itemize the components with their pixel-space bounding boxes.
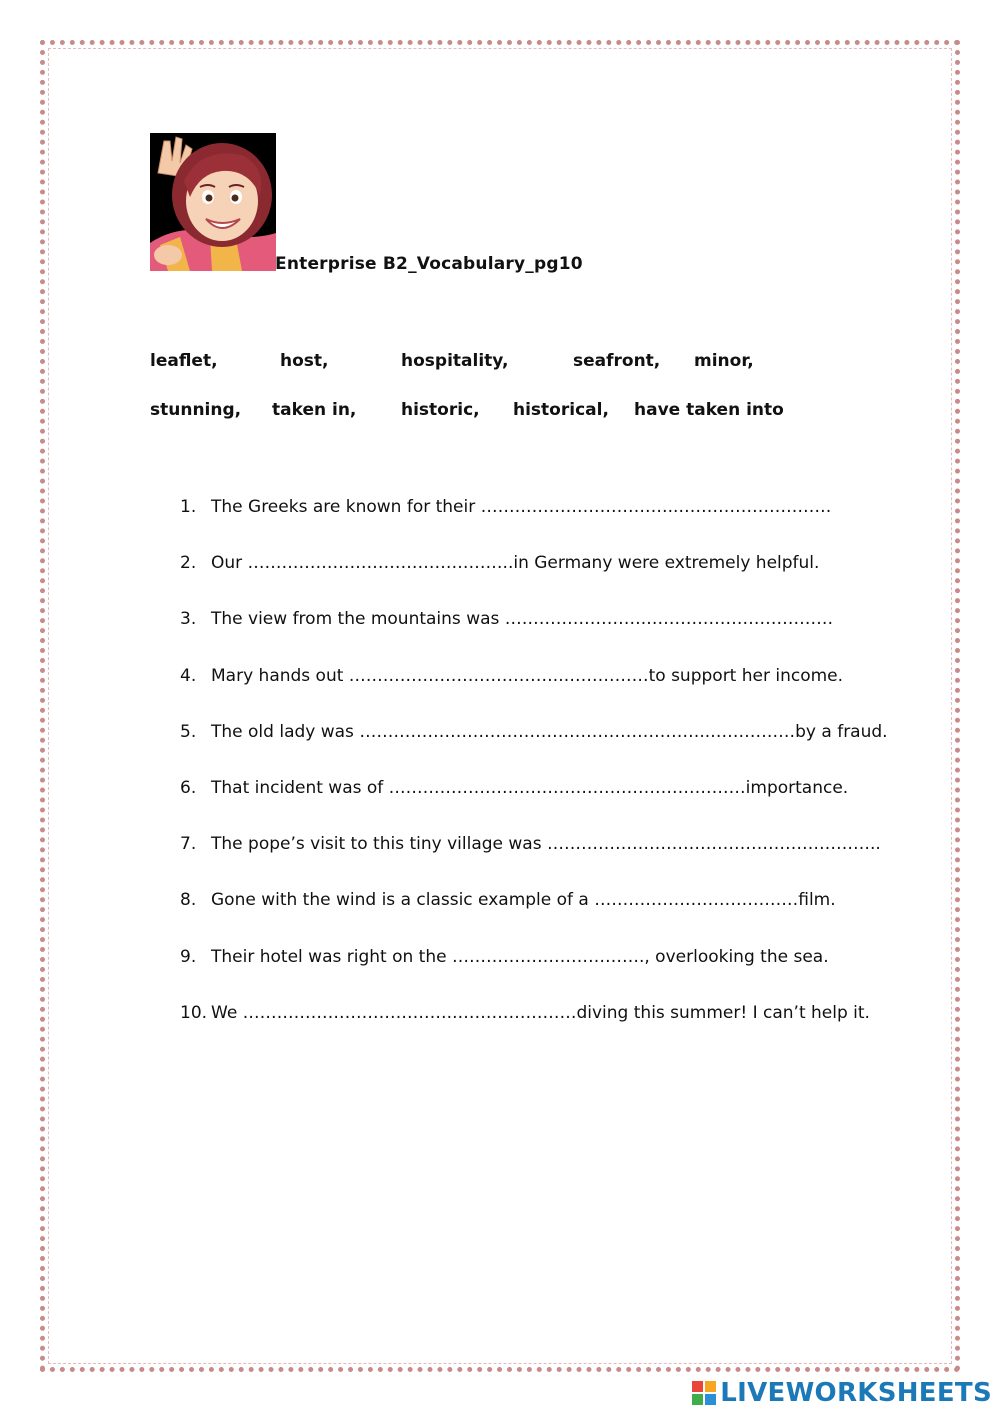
- question-number: 10.: [180, 1002, 208, 1023]
- question-item: [180, 834, 881, 890]
- cartoon-girl-icon: [150, 133, 276, 271]
- word-bank-item: leaflet,: [150, 351, 218, 371]
- logo-block: [705, 1381, 716, 1392]
- question-item: [180, 497, 860, 553]
- question-number: 3.: [180, 609, 197, 630]
- question-list: [180, 497, 888, 1059]
- question-item: [180, 1002, 870, 1059]
- question-item: [180, 721, 888, 778]
- question-text: We ………………………………..…………………diving this summer! I can’t help it.: [211, 1002, 870, 1023]
- question-item: [180, 778, 860, 834]
- question-number: 6.: [180, 777, 197, 798]
- question-text: Our ………………………………………..in Germany were extremely helpful.: [211, 553, 820, 574]
- worksheet-title: Enterprise B2_Vocabulary_pg10: [275, 254, 583, 274]
- question-number: 5.: [180, 721, 197, 742]
- word-bank-item: minor,: [694, 351, 754, 371]
- word-bank-item: hospitality,: [401, 351, 509, 371]
- question-text: The Greeks are known for their ……………………………..………………………: [211, 497, 832, 517]
- word-bank-item: have taken into: [634, 400, 784, 420]
- avatar-image: [150, 133, 276, 271]
- question-text: Their hotel was right on the ……………………………., overlooking the sea.: [211, 946, 829, 967]
- question-number: 2.: [180, 553, 197, 574]
- question-text: Mary hands out ………………………………..……………to support her income.: [211, 665, 844, 686]
- logo-block: [692, 1381, 703, 1392]
- word-bank-item: seafront,: [573, 351, 661, 371]
- question-number: 8.: [180, 890, 197, 911]
- question-number: 9.: [180, 946, 197, 967]
- question-item: [180, 553, 860, 609]
- question-number: 4.: [180, 665, 197, 686]
- question-number: 7.: [180, 834, 197, 855]
- question-text: The old lady was ……………………………………………………..……………by a fraud.: [211, 721, 888, 742]
- word-bank-item: host,: [280, 351, 329, 371]
- logo-block: [692, 1394, 703, 1405]
- question-text: The view from the mountains was …………………….……………………………: [211, 609, 834, 630]
- word-bank-item: historical,: [513, 400, 609, 420]
- word-bank-item: stunning,: [150, 400, 242, 420]
- question-text: The pope’s visit to this tiny village was …………………………………………………..: [211, 834, 881, 855]
- logo-text: LIVEWORKSHEETS: [720, 1378, 992, 1408]
- question-item: [180, 609, 860, 665]
- question-text: Gone with the wind is a classic example of a ………………………………film.: [211, 890, 836, 911]
- question-text: That incident was of ………………………………………………………importance.: [211, 777, 849, 798]
- question-item: [180, 947, 860, 1003]
- liveworksheets-logo[interactable]: [692, 1379, 992, 1407]
- question-item: [180, 890, 860, 946]
- word-bank-item: taken in,: [272, 400, 357, 420]
- word-bank-item: historic,: [401, 400, 480, 420]
- logo-block: [705, 1394, 716, 1405]
- logo-blocks-icon: [692, 1381, 716, 1405]
- question-item: [180, 666, 860, 722]
- question-number: 1.: [180, 497, 197, 517]
